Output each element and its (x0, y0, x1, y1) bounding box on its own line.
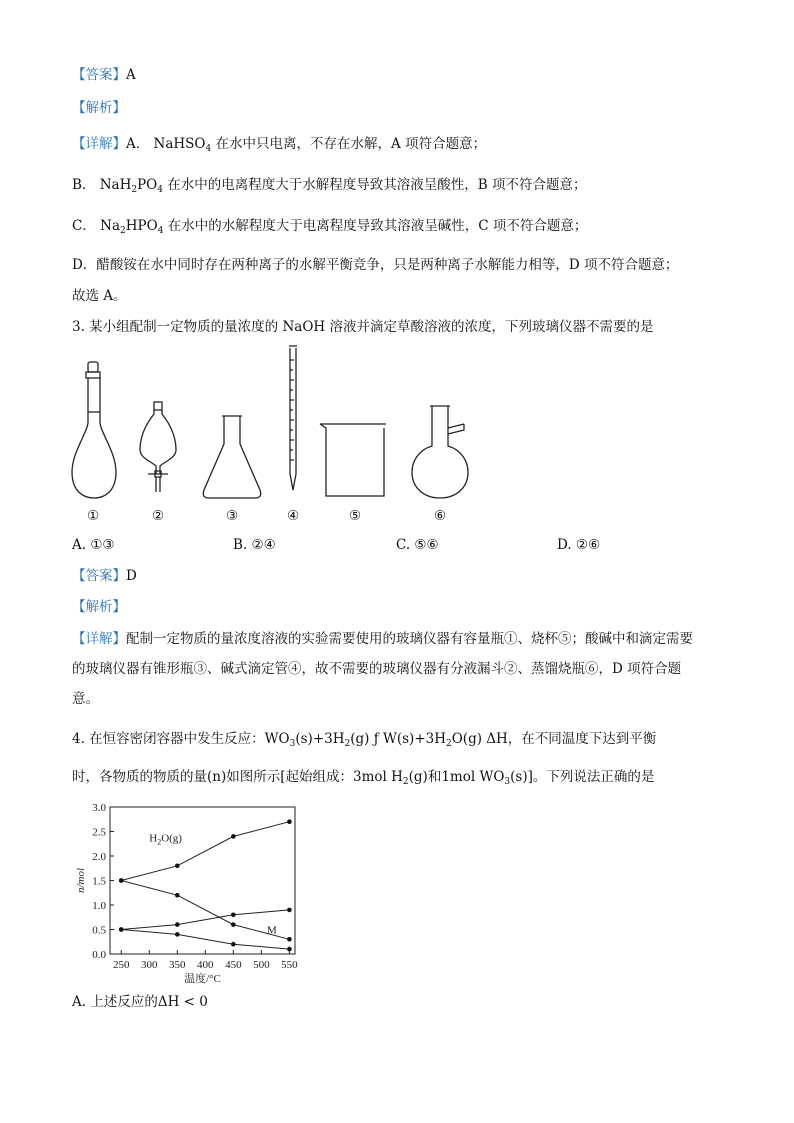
data-point-s0-2 (231, 834, 236, 839)
option-b: B. ②④ (233, 537, 276, 553)
instrument-label-3: ③ (225, 508, 239, 524)
x-tick-label: 450 (225, 959, 242, 971)
detail-line-d: D．醋酸铵在水中同时存在两种离子的水解平衡竞争，只是两种离子水解能力相等，D 项不符合题意； (72, 257, 679, 273)
conclusion-line: 故选 A。 (72, 288, 127, 304)
x-axis-label: 温度/°C (184, 973, 221, 985)
y-tick-label: 2.0 (92, 851, 106, 863)
data-point-s3-3 (287, 947, 292, 952)
data-point-s2-1 (175, 922, 180, 927)
answer-line-q2 (72, 66, 136, 84)
data-point-s3-1 (175, 932, 180, 937)
x-tick-label: 350 (169, 959, 186, 971)
y-tick-label: 3.0 (92, 802, 106, 814)
data-point-s3-0 (119, 927, 124, 932)
formula-na2hpo4: $Na_2HPO_4$ (100, 218, 164, 236)
question-4-option-a: A. 上述反应的ΔH < 0 (72, 994, 208, 1010)
detail-line-a: 【详解】A． NaHSO$_4$ 在水中只电离，不存在水解，A 项符合题意； (72, 136, 487, 154)
data-point-s1-3 (287, 937, 292, 942)
question-4-stem-line1: 4. 在恒容密闭容器中发生反应：$WO_3(s)+3H_2(g)$ ƒ $W(s)+3H_2O(g)$ ΔH，在不同温度下达到平衡 (72, 731, 657, 749)
burette-icon (289, 346, 297, 490)
instrument-label-1: ① (86, 508, 100, 524)
formula-nahso4: NaHSO$_4$ (153, 136, 212, 154)
instrument-label-2: ② (151, 508, 165, 524)
y-axis-label: n/mol (75, 867, 87, 894)
series-line-2 (121, 910, 289, 930)
instrument-label-6: ⑥ (433, 508, 447, 524)
x-tick-label: 500 (253, 959, 270, 971)
x-tick-label: 550 (281, 959, 298, 971)
volumetric-flask-icon (72, 362, 116, 498)
question-4-stem-line2: 时，各物质的物质的量(n)如图所示[起始组成：3mol $H_2(g)$和1mol $WO_3(s)$]。下列说法正确的是 (72, 769, 655, 787)
detail-line-b: B． $NaH_2PO_4$ 在水中的电离程度大于水解程度导致其溶液呈酸性，B 项不符合题意； (72, 177, 587, 195)
option-c: C. ⑤⑥ (396, 537, 439, 553)
question-3-stem: 3. 某小组配制一定物质的量浓度的 NaOH 溶液并滴定草酸溶液的浓度，下列玻璃仪器不需要的是 (72, 319, 654, 335)
data-point-s3-2 (231, 942, 236, 947)
option-a: A. ①③ (72, 537, 115, 553)
instrument-label-5: ⑤ (348, 508, 362, 524)
analysis-tag: 【解析】 (72, 100, 126, 116)
series-label-m: M (266, 924, 277, 937)
series-line-0 (121, 822, 289, 881)
beaker-icon (320, 424, 386, 496)
option-d: D. ②⑥ (557, 537, 601, 553)
glassware-illustration (0, 340, 794, 540)
answer-line-q3: 【答案】D (72, 568, 137, 584)
detail-q3-line1: 【详解】配制一定物质的量浓度溶液的实验需要使用的玻璃仪器有容量瓶①、烧杯⑤；酸碱中和滴定需要 (72, 631, 693, 647)
data-point-s1-0 (119, 878, 124, 883)
instrument-label-4: ④ (286, 508, 300, 524)
data-point-s1-2 (231, 922, 236, 927)
y-tick-label: 1.5 (92, 875, 106, 888)
series-line-1 (121, 881, 289, 940)
detail-q3-line2: 的玻璃仪器有锥形瓶③、碱式滴定管④，故不需要的玻璃仪器有分液漏斗②、蒸馏烧瓶⑥，D 项符合题 (72, 661, 682, 677)
y-tick-label: 1.0 (92, 900, 106, 912)
answer-value: A (126, 67, 136, 83)
detail-q3-line3: 意。 (72, 691, 99, 707)
y-tick-label: 0.5 (92, 924, 106, 937)
data-point-s2-3 (287, 908, 292, 913)
x-tick-label: 400 (197, 959, 214, 971)
data-point-s0-1 (175, 864, 180, 869)
data-point-s2-2 (231, 913, 236, 918)
data-point-s0-3 (287, 819, 292, 824)
analysis-tag-q3: 【解析】 (72, 599, 126, 615)
answer-tag: 【答案】 (72, 67, 126, 83)
x-tick-label: 250 (112, 959, 130, 971)
distillation-flask-icon (412, 406, 468, 498)
equilibrium-chart (0, 795, 794, 995)
data-point-s1-1 (175, 893, 180, 898)
separatory-funnel-icon (140, 402, 176, 492)
conical-flask-icon (203, 416, 261, 498)
series-label-h2o: $H_2O(g)$ (149, 832, 182, 847)
detail-tag: 【详解】 (72, 136, 126, 152)
x-tick-label: 300 (140, 959, 158, 971)
y-tick-label: 0.0 (92, 949, 106, 961)
formula-nah2po4: $NaH_2PO_4$ (99, 177, 163, 195)
y-tick-label: 2.5 (92, 826, 106, 839)
detail-line-c: C． $Na_2HPO_4$ 在水中的水解程度大于电离程度导致其溶液呈碱性，C 项不符合题意； (72, 218, 588, 236)
